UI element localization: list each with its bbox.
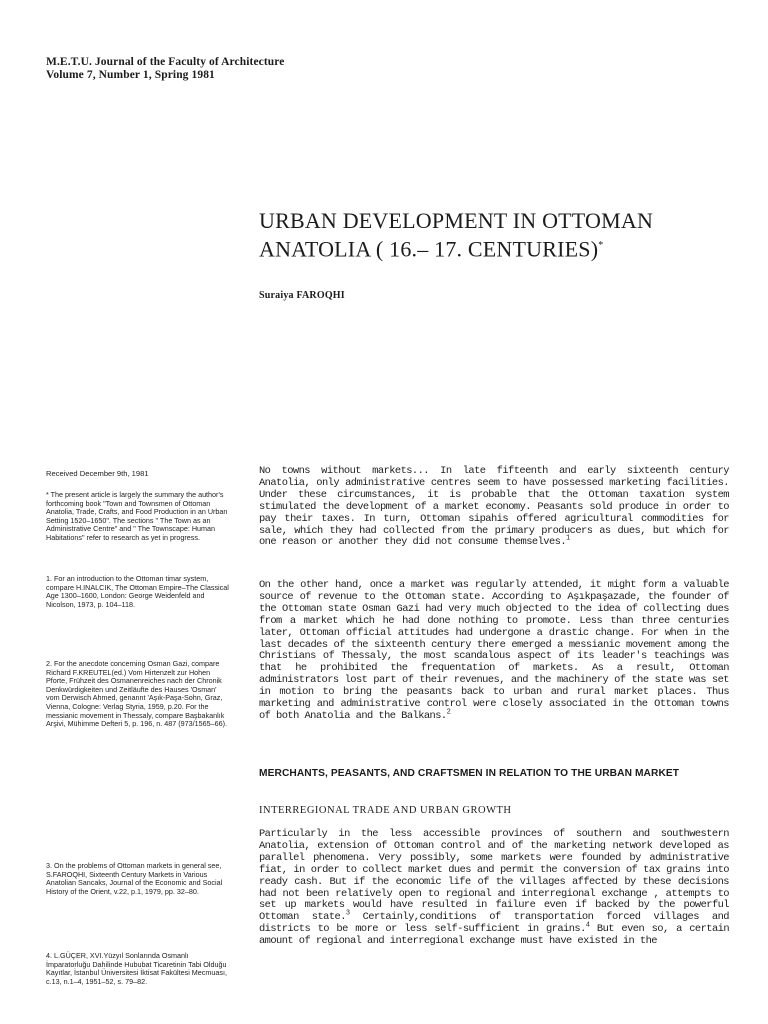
footnote-ref-3: 3 [345, 909, 350, 918]
footnote-ref-2: 2 [446, 708, 451, 717]
paragraph-3-text-a: Particularly in the less accessible provinces of southern and southwestern Anatolia, extension of Ottoman control and of the marketing network developed as parallel phenomena. Very possibly, some markets were founded by administrative fiat, in order to collect market dues and permit the conversion of tax grains into ready cash. But if the economic life of the villages affected by these decisions had not been relatively open to regional and interregional exchange , attempts to set up markets would have resulted in failure even if backed by the powerful Ottoman state. [259, 828, 729, 924]
paragraph-3-text-b: Certainly,conditions of transportation forced villages and districts to be more or less self-sufficient in grains. [259, 911, 729, 936]
received-date: Received December 9th, 1981 [46, 469, 149, 478]
footnote-2-text: 2. For the anecdote concerning Osman Gazi, compare Richard F.KREUTEL(ed.) Vom Hirtenzelt zur Hohen Pforte, Frühzeit des Osmanenreiches nach der Chronik Denkwürdigkeiten und Zeitläufte des Hauses 'Osman' vom Derwisch Ahmed, genannt 'Aşık-Paşa-Sohn, Graz, Vienna, Cologne: Verlag Styria, 1959, p.20. For the messianic movement in Thessaly, compare Başbakanlık Arşivi, Mühimme Defteri 5, p. 196, n. 487 (973/1565–66). [46, 659, 227, 729]
journal-name: M.E.T.U. Journal of the Faculty of Architecture [46, 56, 285, 68]
footnote-star [46, 491, 232, 543]
title-footnote-marker: * [598, 240, 604, 251]
footnote-3-text: 3. On the problems of Ottoman markets in general see, S.FAROQHI, Sixteenth Century Markets in Various Anatolian Sancaks, Journal of the Economic and Social History of the Orient, v.22, p.1, 1979, pp. 32–80. [46, 861, 223, 896]
paragraph-3-text-c: But even so, a certain amount of regional and interregional exchange must have existed in the [259, 923, 730, 948]
body-paragraph-1 [259, 466, 729, 549]
footnote-2 [46, 660, 232, 729]
section-heading: MERCHANTS, PEASANTS, AND CRAFTSMEN IN RELATION TO THE URBAN MARKET [259, 768, 680, 779]
footnote-4-text: 4. L.GÜÇER, XVI.Yüzyıl Sonlarında Osmanlı İmparatorluğu Dahilinde Hububat Ticaretinin Tabi Olduğu Kayıtlar, İstanbul Üniversitesi İktisat Fakültesi Mecmuası, c.13, n.1–4, 1951–52, s. 79–82. [46, 951, 227, 986]
footnote-ref-4: 4 [585, 921, 590, 930]
footnote-1 [46, 575, 232, 609]
footnote-4 [46, 952, 232, 986]
article-title-text: URBAN DEVELOPMENT IN OTTOMAN ANATOLIA ( 16.– 17. CENTURIES) [259, 208, 654, 262]
body-paragraph-2 [259, 580, 729, 723]
paragraph-2-text: On the other hand, once a market was regularly attended, it might form a valuable source of revenue to the Ottoman state. According to Aşıkpaşazade, the founder of the Ottoman state Osman Gazi had very much objected to the idea of collecting dues from a market which he had done nothing to promote. Less than three centuries later, Ottoman official attitudes had undergone a drastic change. For when in the last decades of the sixteenth century there emerged a messianic movement among the Christians of Thessaly, the most scandalous aspect of its leader's teachings was that he prohibited the frequentation of markets. As a result, Ottoman administrators lost part of their revenues, and the machinery of the state was set in motion to bring the peasants back to urban and rural market places. Thus marketing and administrative control were closely associated in the Ottoman towns of both Anatolia and the Balkans. [259, 579, 729, 722]
journal-volume: Volume 7, Number 1, Spring 1981 [46, 69, 215, 81]
article-author: Suraiya FAROQHI [259, 290, 345, 301]
paragraph-1-text: No towns without markets... In late fifteenth and early sixteenth century Anatolia, only administrative centres seem to have possessed marketing facilities. Under these circumstances, it is probable that the Ottoman taxation system stimulated the development of a market economy. Peasants sold produce in order to pay their taxes. In turn, Ottoman sipahis offered agricultural commodities for sale, which they had collected from the primary producers as dues, but which for one reason or another they did not consume themselves. [259, 465, 729, 549]
footnote-3 [46, 862, 232, 896]
subsection-heading: INTERREGIONAL TRADE AND URBAN GROWTH [259, 805, 512, 816]
footnote-ref-1: 1 [566, 534, 570, 543]
article-title [259, 208, 729, 261]
journal-header [46, 56, 285, 82]
footnote-1-text: 1. For an introduction to the Ottoman timar system, compare H.INALCIK, The Ottoman Empire–The Classical Age 1300–1600, London: George Weidenfeld and Nicolson, 1973, p. 104–118. [46, 574, 229, 609]
body-paragraph-3 [259, 829, 729, 948]
footnote-star-text: * The present article is largely the summary the author's forthcoming book "Town and Townsmen of Ottoman Anatolia, Trade, Crafts, and Food Production in an Urban Setting 1520–1650". The sections " The Town as an Administrative Centre" and " The Townscape: Human Habitations" refer to research as yet in progress. [46, 490, 228, 542]
